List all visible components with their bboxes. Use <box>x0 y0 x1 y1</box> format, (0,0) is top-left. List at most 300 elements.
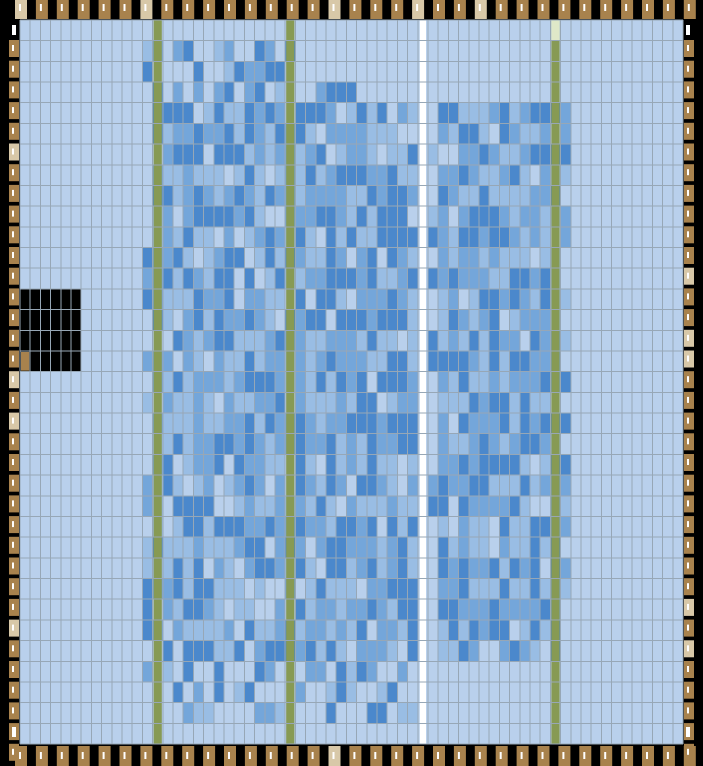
used-tile <box>306 144 316 165</box>
used-tile <box>397 392 407 413</box>
used-tile <box>367 351 377 372</box>
used-tile <box>499 620 509 641</box>
used-tile <box>448 579 458 600</box>
used-tile <box>255 620 265 641</box>
used-tile <box>326 289 336 310</box>
used-tile <box>489 454 499 475</box>
bram-column <box>154 20 162 744</box>
used-tile <box>387 372 397 393</box>
used-tile <box>244 61 254 82</box>
used-tile <box>295 641 305 662</box>
used-tile <box>244 123 254 144</box>
used-tile <box>275 558 285 579</box>
used-tile <box>204 579 214 600</box>
used-tile <box>163 434 173 455</box>
used-tile <box>530 227 540 248</box>
used-tile <box>265 392 275 413</box>
used-tile <box>316 248 326 269</box>
used-tile <box>530 579 540 600</box>
used-tile <box>163 289 173 310</box>
used-tile <box>489 206 499 227</box>
io-pad-marker <box>687 231 689 237</box>
used-tile <box>367 330 377 351</box>
io-pad-marker <box>12 459 14 465</box>
used-tile <box>265 413 275 434</box>
used-tile <box>357 144 367 165</box>
io-pad-ring-left <box>9 25 19 761</box>
used-tile <box>510 165 520 186</box>
used-tile <box>336 144 346 165</box>
used-tile <box>499 123 509 144</box>
io-pad-marker <box>12 128 14 134</box>
used-tile <box>438 641 448 662</box>
io-pad-marker <box>333 4 335 11</box>
used-tile <box>469 413 479 434</box>
used-tile <box>244 392 254 413</box>
used-tile <box>408 392 418 413</box>
io-pad-marker <box>562 752 564 759</box>
used-tile <box>499 248 509 269</box>
used-tile <box>326 392 336 413</box>
used-tile <box>357 413 367 434</box>
used-tile <box>295 206 305 227</box>
used-tile <box>265 620 275 641</box>
used-tile <box>306 248 316 269</box>
io-pad-marker <box>40 4 42 11</box>
used-tile <box>193 641 203 662</box>
used-tile <box>224 123 234 144</box>
used-tile <box>163 268 173 289</box>
used-tile <box>163 185 173 206</box>
used-tile <box>479 372 489 393</box>
used-tile <box>479 351 489 372</box>
io-pad-marker <box>12 397 14 403</box>
used-tile <box>459 537 469 558</box>
used-tile <box>255 579 265 600</box>
used-tile <box>530 641 540 662</box>
used-tile <box>193 206 203 227</box>
used-tile <box>367 413 377 434</box>
used-tile <box>183 144 193 165</box>
used-tile <box>357 475 367 496</box>
used-tile <box>540 579 550 600</box>
used-tile <box>438 599 448 620</box>
used-tile <box>448 330 458 351</box>
io-pad-marker <box>687 687 689 693</box>
used-tile <box>316 82 326 103</box>
used-tile <box>387 579 397 600</box>
used-tile <box>275 123 285 144</box>
used-tile <box>204 268 214 289</box>
used-tile <box>377 682 387 703</box>
io-pad-marker <box>186 752 188 759</box>
used-tile <box>540 123 550 144</box>
used-tile <box>316 496 326 517</box>
io-pad-marker <box>12 521 14 527</box>
used-tile <box>346 227 356 248</box>
used-tile <box>561 330 571 351</box>
used-tile <box>193 165 203 186</box>
io-pad-marker <box>687 335 689 341</box>
used-tile <box>397 227 407 248</box>
used-tile <box>183 268 193 289</box>
used-tile <box>163 558 173 579</box>
used-tile <box>357 123 367 144</box>
used-tile <box>224 248 234 269</box>
io-pad-marker <box>687 128 689 134</box>
used-tile <box>316 413 326 434</box>
used-tile <box>448 123 458 144</box>
io-pad-marker <box>687 356 689 362</box>
used-tile <box>520 537 530 558</box>
used-tile <box>204 620 214 641</box>
used-tile <box>306 310 316 331</box>
used-tile <box>306 641 316 662</box>
used-tile <box>193 392 203 413</box>
used-tile <box>397 206 407 227</box>
used-tile <box>224 289 234 310</box>
used-tile <box>326 372 336 393</box>
corner-marker <box>686 727 690 737</box>
used-tile <box>173 123 183 144</box>
used-tile <box>234 516 244 537</box>
used-tile <box>265 496 275 517</box>
used-tile <box>520 372 530 393</box>
used-tile <box>469 372 479 393</box>
used-tile <box>295 289 305 310</box>
used-tile <box>214 351 224 372</box>
used-tile <box>408 310 418 331</box>
io-pad-marker <box>479 752 481 759</box>
used-tile <box>336 351 346 372</box>
used-tile <box>510 413 520 434</box>
io-pad-marker <box>646 752 648 759</box>
io-pad-marker <box>82 4 84 11</box>
used-tile <box>295 227 305 248</box>
used-tile <box>346 123 356 144</box>
used-tile <box>459 454 469 475</box>
used-tile <box>489 579 499 600</box>
used-tile <box>520 103 530 124</box>
used-tile <box>469 103 479 124</box>
used-tile <box>275 227 285 248</box>
used-tile <box>163 413 173 434</box>
used-tile <box>326 123 336 144</box>
used-tile <box>510 248 520 269</box>
used-tile <box>397 496 407 517</box>
used-tile <box>193 351 203 372</box>
used-tile <box>438 537 448 558</box>
used-tile <box>265 454 275 475</box>
used-tile <box>510 599 520 620</box>
used-tile <box>255 516 265 537</box>
used-tile <box>408 103 418 124</box>
used-tile <box>408 185 418 206</box>
used-tile <box>561 516 571 537</box>
used-tile <box>204 537 214 558</box>
used-tile <box>397 537 407 558</box>
used-tile <box>499 372 509 393</box>
used-tile <box>224 103 234 124</box>
used-tile <box>336 413 346 434</box>
used-tile <box>265 289 275 310</box>
used-tile <box>459 413 469 434</box>
used-tile <box>224 392 234 413</box>
used-tile <box>357 661 367 682</box>
used-tile <box>204 123 214 144</box>
used-tile <box>183 599 193 620</box>
used-tile <box>510 579 520 600</box>
used-tile <box>326 599 336 620</box>
used-tile <box>214 620 224 641</box>
used-tile <box>397 579 407 600</box>
used-tile <box>469 579 479 600</box>
io-pad-marker <box>604 752 606 759</box>
used-tile <box>193 434 203 455</box>
used-tile <box>214 558 224 579</box>
used-tile <box>520 599 530 620</box>
io-pad-marker <box>687 252 689 258</box>
used-tile <box>357 372 367 393</box>
used-tile <box>204 330 214 351</box>
used-tile <box>367 123 377 144</box>
used-tile <box>397 372 407 393</box>
used-tile <box>224 310 234 331</box>
used-tile <box>275 185 285 206</box>
used-tile <box>244 165 254 186</box>
used-tile <box>234 475 244 496</box>
used-tile <box>530 289 540 310</box>
used-tile <box>255 185 265 206</box>
used-tile <box>255 165 265 186</box>
io-pad-marker <box>562 4 564 11</box>
used-tile <box>387 144 397 165</box>
used-tile <box>479 310 489 331</box>
used-tile <box>469 496 479 517</box>
used-tile <box>316 268 326 289</box>
corner-marker <box>686 25 690 35</box>
used-tile <box>469 227 479 248</box>
used-tile <box>479 185 489 206</box>
used-tile <box>142 661 152 682</box>
used-tile <box>346 351 356 372</box>
used-tile <box>357 103 367 124</box>
used-tile <box>387 248 397 269</box>
used-tile <box>510 641 520 662</box>
used-tile <box>204 248 214 269</box>
used-tile <box>183 248 193 269</box>
used-tile <box>499 537 509 558</box>
used-tile <box>367 103 377 124</box>
used-tile <box>540 475 550 496</box>
used-tile <box>530 144 540 165</box>
used-tile <box>469 289 479 310</box>
io-pad-marker <box>12 687 14 693</box>
used-tile <box>540 516 550 537</box>
used-tile <box>183 454 193 475</box>
used-tile <box>397 703 407 724</box>
used-tile <box>520 579 530 600</box>
used-tile <box>489 599 499 620</box>
used-tile <box>520 496 530 517</box>
used-tile <box>397 599 407 620</box>
used-tile <box>499 289 509 310</box>
used-tile <box>306 227 316 248</box>
used-tile <box>255 372 265 393</box>
used-tile <box>367 165 377 186</box>
used-tile <box>214 310 224 331</box>
used-tile <box>163 599 173 620</box>
io-pad-marker <box>458 4 460 11</box>
used-tile <box>346 206 356 227</box>
used-tile <box>173 599 183 620</box>
io-pad-marker <box>687 480 689 486</box>
used-tile <box>204 227 214 248</box>
used-tile <box>295 185 305 206</box>
used-tile <box>530 599 540 620</box>
bram-column <box>551 20 559 744</box>
io-pad-marker <box>687 563 689 569</box>
used-tile <box>183 392 193 413</box>
used-tile <box>438 289 448 310</box>
used-tile <box>163 537 173 558</box>
used-tile <box>561 289 571 310</box>
used-tile <box>469 330 479 351</box>
io-pad-marker <box>687 376 689 382</box>
used-tile <box>336 599 346 620</box>
used-tile <box>244 310 254 331</box>
used-tile <box>357 641 367 662</box>
used-tile <box>193 82 203 103</box>
used-tile <box>346 103 356 124</box>
used-tile <box>255 413 265 434</box>
used-tile <box>163 392 173 413</box>
used-tile <box>367 289 377 310</box>
used-tile <box>275 516 285 537</box>
used-tile <box>448 599 458 620</box>
used-tile <box>448 434 458 455</box>
used-tile <box>336 165 346 186</box>
io-pad-marker <box>12 438 14 444</box>
used-tile <box>142 537 152 558</box>
used-tile <box>428 330 438 351</box>
used-tile <box>336 537 346 558</box>
used-tile <box>367 227 377 248</box>
used-tile <box>224 330 234 351</box>
used-tile <box>346 682 356 703</box>
used-tile <box>265 641 275 662</box>
used-tile <box>193 61 203 82</box>
used-tile <box>214 330 224 351</box>
used-tile <box>387 392 397 413</box>
used-tile <box>234 434 244 455</box>
used-tile <box>326 248 336 269</box>
used-tile <box>397 661 407 682</box>
used-tile <box>204 434 214 455</box>
io-pad-marker <box>687 438 689 444</box>
used-tile <box>214 413 224 434</box>
used-tile <box>377 185 387 206</box>
used-tile <box>469 537 479 558</box>
used-tile <box>255 103 265 124</box>
used-tile <box>357 248 367 269</box>
used-tile <box>357 289 367 310</box>
used-tile <box>275 620 285 641</box>
used-tile <box>367 475 377 496</box>
used-tile <box>397 310 407 331</box>
used-tile <box>224 558 234 579</box>
used-tile <box>173 496 183 517</box>
used-tile <box>275 61 285 82</box>
io-pad-marker <box>12 500 14 506</box>
used-tile <box>561 123 571 144</box>
used-tile <box>357 516 367 537</box>
used-tile <box>326 454 336 475</box>
used-tile <box>346 599 356 620</box>
used-tile <box>326 516 336 537</box>
io-pad-marker <box>12 625 14 631</box>
used-tile <box>387 620 397 641</box>
used-tile <box>265 516 275 537</box>
used-tile <box>489 475 499 496</box>
used-tile <box>255 248 265 269</box>
used-tile <box>438 206 448 227</box>
used-tile <box>183 661 193 682</box>
used-tile <box>540 372 550 393</box>
io-pad-marker <box>12 335 14 341</box>
io-pad-marker <box>521 752 523 759</box>
used-tile <box>255 61 265 82</box>
used-tile <box>459 496 469 517</box>
io-pad-marker <box>186 4 188 11</box>
used-tile <box>336 185 346 206</box>
used-tile <box>336 372 346 393</box>
used-tile <box>510 558 520 579</box>
used-tile <box>193 496 203 517</box>
used-tile <box>367 599 377 620</box>
used-tile <box>459 392 469 413</box>
used-tile <box>479 103 489 124</box>
used-tile <box>520 558 530 579</box>
used-tile <box>479 454 489 475</box>
used-tile <box>520 289 530 310</box>
used-tile <box>530 620 540 641</box>
used-tile <box>357 558 367 579</box>
used-tile <box>469 599 479 620</box>
used-tile <box>295 413 305 434</box>
used-tile <box>183 641 193 662</box>
io-pad-marker <box>687 459 689 465</box>
used-tile <box>479 434 489 455</box>
used-tile <box>489 310 499 331</box>
used-tile <box>520 434 530 455</box>
used-tile <box>408 248 418 269</box>
io-pad-marker <box>604 4 606 11</box>
io-pad-marker <box>12 480 14 486</box>
used-tile <box>193 372 203 393</box>
used-tile <box>448 641 458 662</box>
used-tile <box>489 372 499 393</box>
used-tile <box>255 661 265 682</box>
used-tile <box>193 516 203 537</box>
used-tile <box>540 103 550 124</box>
used-tile <box>448 392 458 413</box>
used-tile <box>193 310 203 331</box>
used-tile <box>377 496 387 517</box>
used-tile <box>448 268 458 289</box>
used-tile <box>357 620 367 641</box>
used-tile <box>510 289 520 310</box>
